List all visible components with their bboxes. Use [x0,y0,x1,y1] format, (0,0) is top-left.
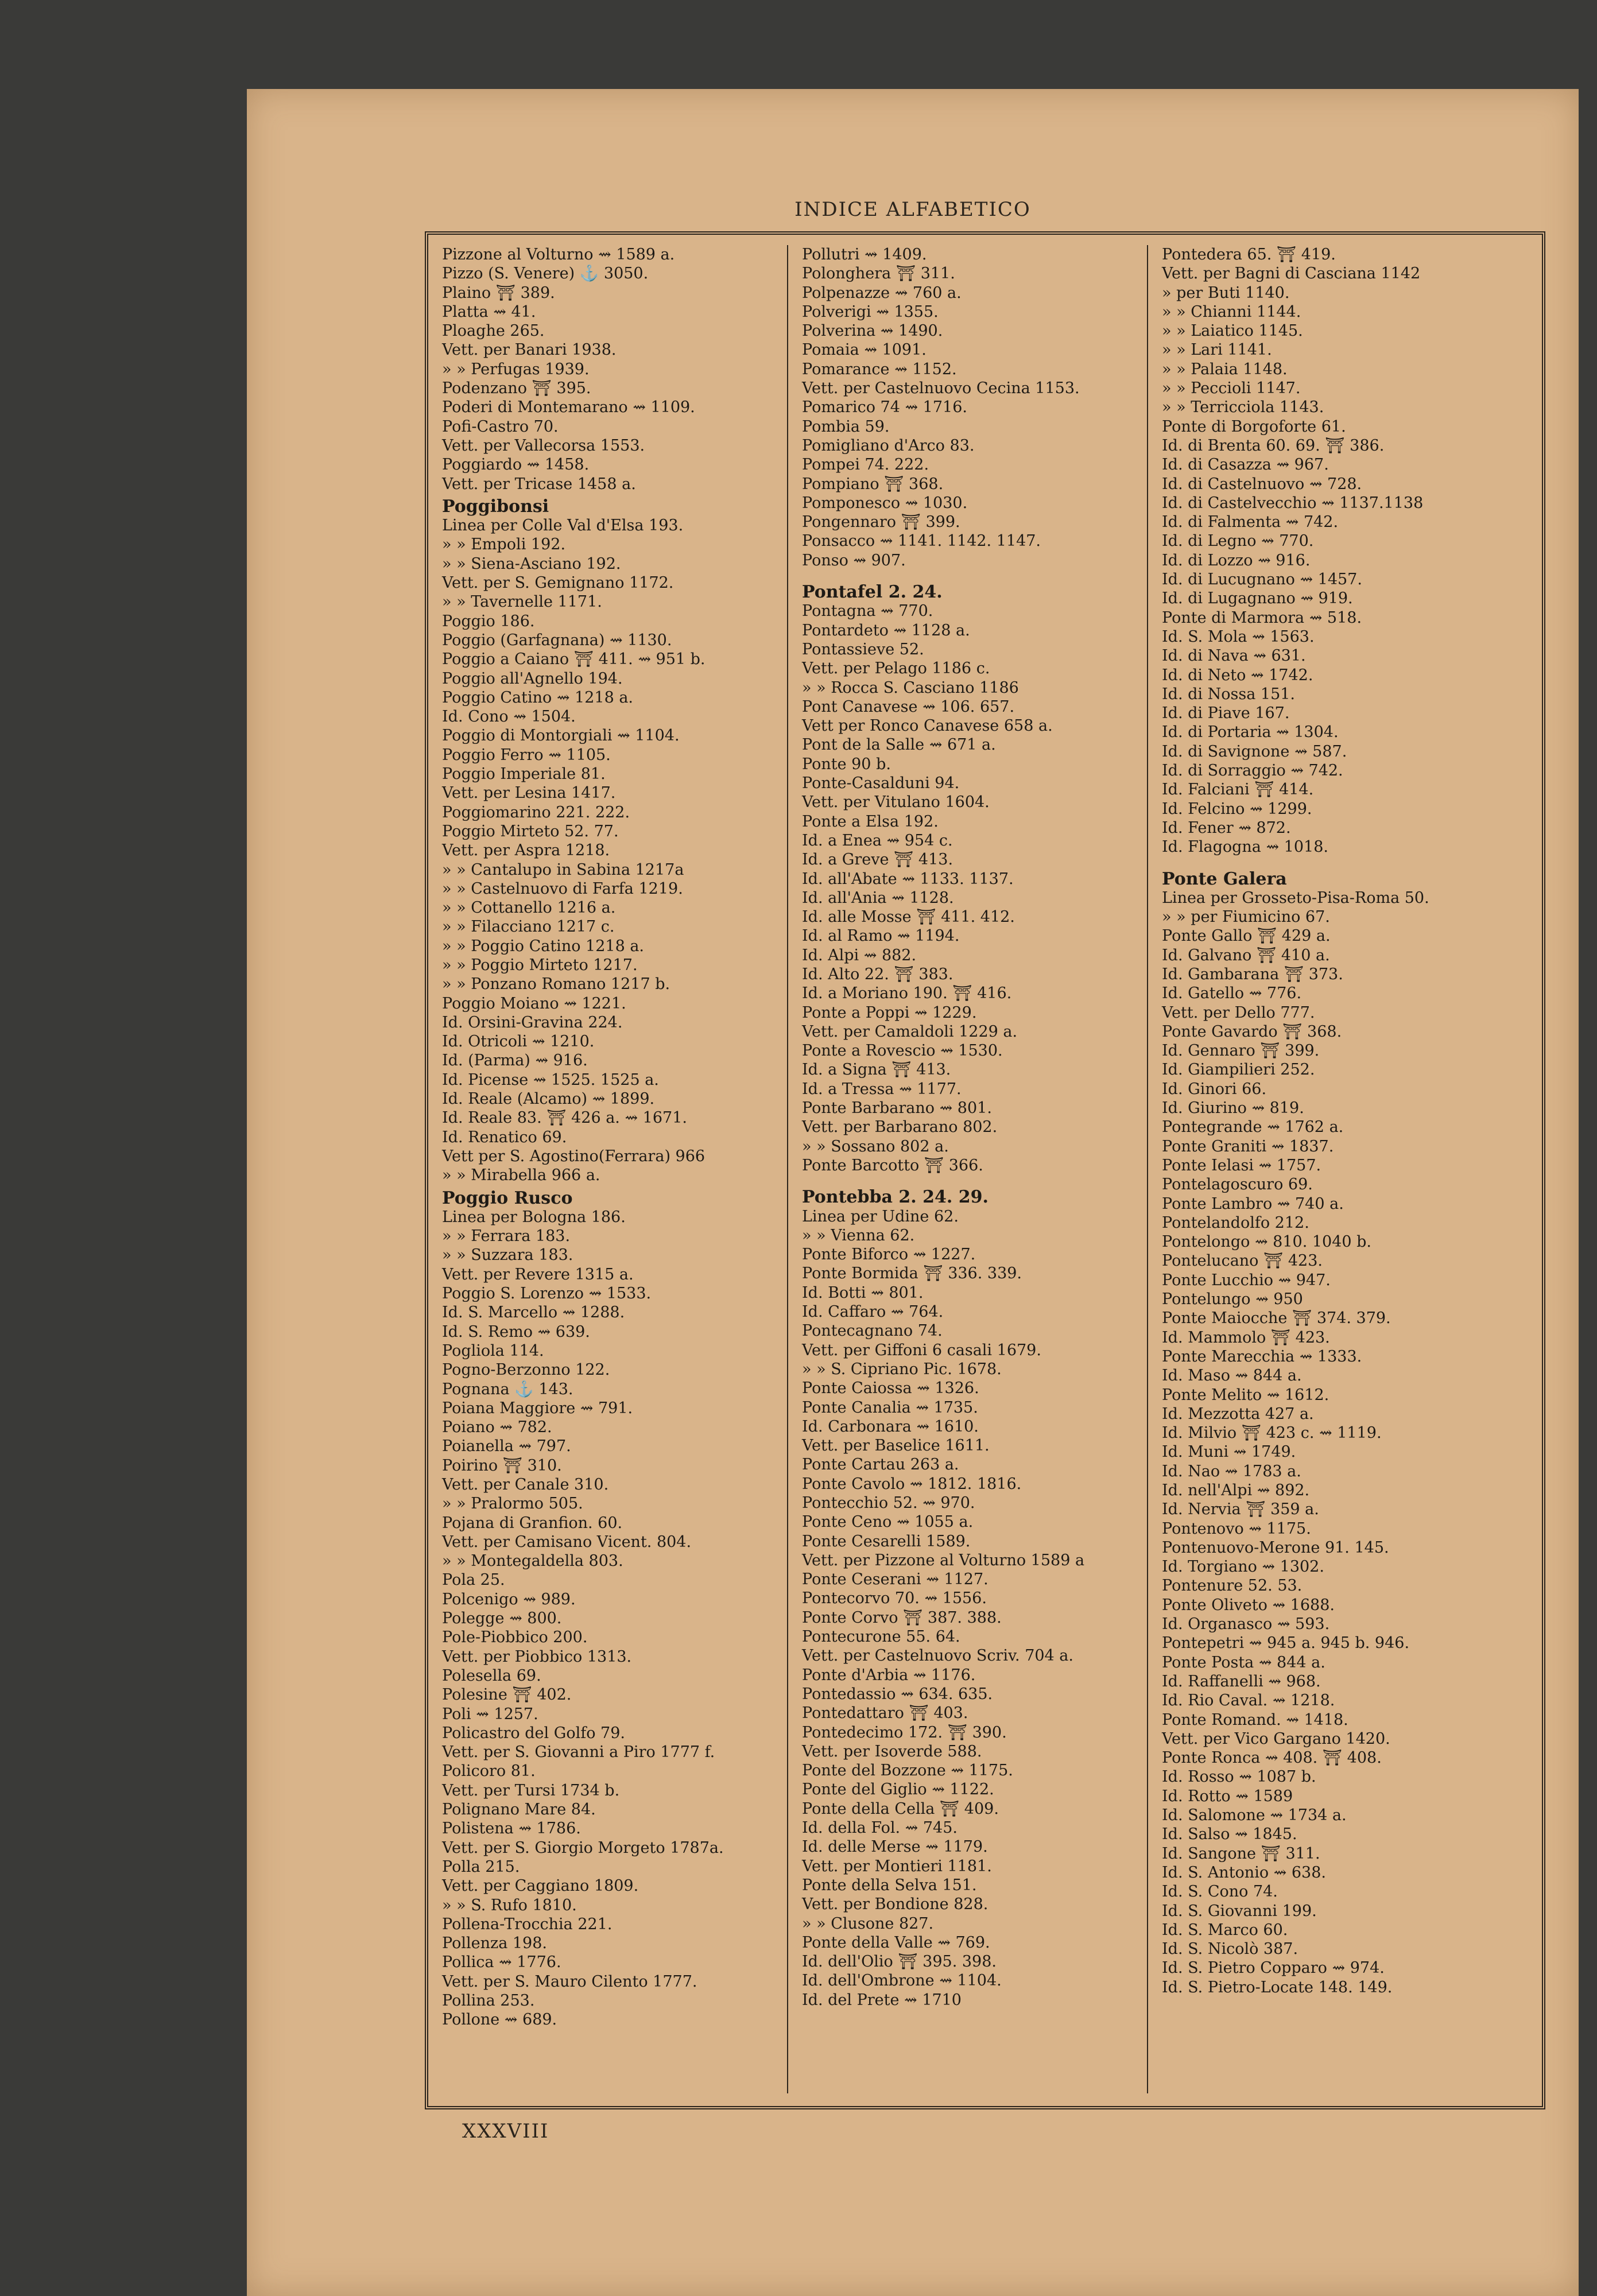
index-entry: Ponte a Poppi ⇝ 1229. [802,1003,977,1022]
index-entry: Polla 215. [442,1857,520,1876]
index-entry: Id. Cono ⇝ 1504. [442,708,576,726]
index-entry: » » Pralormo 505. [442,1495,583,1513]
index-entry: » » Terricciola 1143. [1162,398,1324,417]
index-entry: Polcenigo ⇝ 989. [442,1590,576,1608]
index-entry: Ponte Gavardo ⛩ 368. [1162,1022,1342,1041]
index-entry: Ponte Cesarelli 1589. [802,1532,971,1550]
index-entry: Poggiardo ⇝ 1458. [442,456,590,474]
index-entry: Pontassieve 52. [802,640,924,658]
index-entry: Pogliola 114. [442,1341,544,1360]
index-entry: Pontelandolfo 212. [1162,1213,1309,1232]
index-entry: Id. della Fol. ⇝ 745. [802,1819,958,1837]
index-entry: Pongennaro ⛩ 399. [802,513,960,532]
index-entry: Poli ⇝ 1257. [442,1705,538,1723]
index-entry: Polegge ⇝ 800. [442,1609,562,1628]
index-entry: Pontepetri ⇝ 945 a. 945 b. 946. [1162,1634,1410,1653]
index-entry: Id. Fener ⇝ 872. [1162,819,1291,837]
index-entry: Ponte Lucchio ⇝ 947. [1162,1271,1331,1289]
index-entry: Pomponesco ⇝ 1030. [802,494,968,512]
index-entry: Vett. per Montieri 1181. [802,1857,992,1875]
index-entry: Vett. per Piobbico 1313. [442,1647,632,1666]
index-entry: Pontegrande ⇝ 1762 a. [1162,1118,1344,1137]
index-entry: Id. Felcino ⇝ 1299. [1162,800,1312,818]
index-entry: Vett. per Tricase 1458 a. [442,475,636,493]
index-entry: » » Empoli 192. [442,536,566,554]
index-entry: Id. di Sorraggio ⇝ 742. [1162,762,1343,780]
index-entry: Ponte del Bozzone ⇝ 1175. [802,1762,1013,1780]
index-entry: Pofi-Castro 70. [442,417,559,436]
index-entry: Id. dell'Olio ⛩ 395. 398. [802,1953,997,1971]
index-entry: » » per Fiumicino 67. [1162,908,1330,926]
index-entry: Id. a Greve ⛩ 413. [802,851,953,869]
index-entry: Vett. per Canale 310. [442,1476,609,1494]
index-entry: Id. S. Cono 74. [1162,1883,1278,1901]
column-2 [787,245,1147,2093]
index-entry: Ponte Ceserani ⇝ 1127. [802,1570,989,1589]
index-entry: Ponso ⇝ 907. [802,551,906,569]
index-entry: » per Buti 1140. [1162,284,1290,302]
index-entry: Poggio 186. [442,612,535,630]
index-entry: Poggio S. Lorenzo ⇝ 1533. [442,1285,652,1303]
index-entry: » » Siena-Asciano 192. [442,554,621,573]
index-entry: Vett. per Isoverde 588. [802,1742,982,1760]
index-entry: Ponte Lambro ⇝ 740 a. [1162,1194,1344,1213]
index-entry: Vett. per Barbarano 802. [802,1118,998,1137]
index-entry: Id. Rotto ⇝ 1589 [1162,1787,1293,1805]
index-entry: Pomarico 74 ⇝ 1716. [802,398,967,417]
index-heading: Pontafel 2. 24. [802,582,943,603]
index-entry: Id. Flagogna ⇝ 1018. [1162,838,1328,856]
index-entry: » » Sossano 802 a. [802,1137,949,1155]
index-entry: Id. Reale (Alcamo) ⇝ 1899. [442,1090,655,1108]
index-entry: Id. all'Ania ⇝ 1128. [802,889,954,907]
index-entry: Id. Rio Caval. ⇝ 1218. [1162,1692,1335,1710]
index-entry: Ponte di Borgoforte 61. [1162,417,1346,436]
index-entry: Pontardeto ⇝ 1128 a. [802,621,970,639]
index-entry: Vett. per Tursi 1734 b. [442,1781,620,1799]
index-entry: Pompiano ⛩ 368. [802,475,944,493]
index-entry: Poggio Ferro ⇝ 1105. [442,746,611,764]
index-entry: » » Perfugas 1939. [442,360,590,378]
index-entry: Ponte del Giglio ⇝ 1122. [802,1781,994,1799]
index-entry: Ponte Gallo ⛩ 429 a. [1162,927,1331,945]
page [247,89,1579,2296]
index-entry: Ponte Melito ⇝ 1612. [1162,1386,1329,1404]
index-entry: Ponte Marecchia ⇝ 1333. [1162,1347,1362,1366]
index-entry: Poggio Moiano ⇝ 1221. [442,994,626,1013]
index-entry: Pollina 253. [442,1992,535,2010]
index-entry: Policastro del Golfo 79. [442,1724,625,1742]
index-entry: Poggiomarino 221. 222. [442,803,630,821]
index-entry: Id. Otricoli ⇝ 1210. [442,1033,595,1051]
index-entry: Id. delle Merse ⇝ 1179. [802,1838,988,1856]
index-entry: Platta ⇝ 41. [442,302,536,321]
index-entry: Vett. per S. Giovanni a Piro 1777 f. [442,1743,715,1762]
index-entry: Id. di Brenta 60. 69. ⛩ 386. [1162,436,1385,455]
index-entry: Id. Gennaro ⛩ 399. [1162,1042,1320,1060]
index-entry: Pont de la Salle ⇝ 671 a. [802,736,996,754]
page-number: XXXVIII [462,2120,549,2143]
index-frame [425,231,1545,2109]
index-entry: Ponte 90 b. [802,755,891,773]
index-heading: Poggio Rusco [442,1188,573,1208]
index-entry: Ponte Bormida ⛩ 336. 339. [802,1265,1022,1283]
index-entry: Pontecchio 52. ⇝ 970. [802,1494,975,1512]
index-entry: Pontedecimo 172. ⛩ 390. [802,1723,1007,1742]
index-entry: Pontelongo ⇝ 810. 1040 b. [1162,1233,1372,1251]
index-entry: Ponte Graniti ⇝ 1837. [1162,1137,1334,1155]
index-entry: Vett. per Giffoni 6 casali 1679. [802,1341,1041,1359]
index-entry: » » S. Rufo 1810. [442,1896,577,1914]
index-entry: Vett. per Castelnuovo Scriv. 704 a. [802,1647,1073,1665]
index-entry: Id. di Casazza ⇝ 967. [1162,456,1329,474]
index-entry: Vett per Ronco Canavese 658 a. [802,717,1053,735]
index-entry: Pizzone al Volturno ⇝ 1589 a. [442,246,675,263]
index-entry: Vett. per Bagni di Casciana 1142 [1162,265,1421,283]
index-entry: Polesine ⛩ 402. [442,1686,572,1704]
index-entry: Pizzo (S. Venere) ⚓ 3050. [442,265,649,283]
index-entry: Id. a Signa ⛩ 413. [802,1061,951,1079]
index-entry: Id. S. Remo ⇝ 639. [442,1322,590,1341]
index-entry: Vett. per Baselice 1611. [802,1437,990,1455]
index-entry: Polesella 69. [442,1666,541,1685]
index-entry: Pontecurone 55. 64. [802,1628,960,1646]
index-entry: Id. S. Mola ⇝ 1563. [1162,627,1315,646]
index-entry: Polonghera ⛩ 311. [802,265,955,283]
index-entry: Id. Organasco ⇝ 593. [1162,1615,1330,1634]
index-entry: Id. Maso ⇝ 844 a. [1162,1367,1302,1385]
index-entry: » » Palaia 1148. [1162,360,1288,378]
index-entry: Linea per Colle Val d'Elsa 193. [442,517,684,535]
index-entry: Vett. per Pelago 1186 c. [802,660,990,678]
index-entry: Vett. per Camaldoli 1229 a. [802,1022,1018,1041]
index-entry: Pombia 59. [802,417,890,436]
index-entry: Ponte Barcotto ⛩ 366. [802,1156,983,1174]
index-entry: Ponte Corvo ⛩ 387. 388. [802,1608,1002,1627]
index-entry: Ploaghe 265. [442,322,545,340]
index-entry: Pomaia ⇝ 1091. [802,341,927,359]
index-entry: Poggio Imperiale 81. [442,765,606,784]
index-entry: Id. Renatico 69. [442,1128,567,1146]
index-entry: » » Lari 1141. [1162,341,1272,359]
index-entry: Linea per Udine 62. [802,1207,959,1225]
index-entry: Id. S. Antonio ⇝ 638. [1162,1863,1326,1882]
index-entry: Polistena ⇝ 1786. [442,1820,581,1838]
index-entry: » » Castelnuovo di Farfa 1219. [442,879,683,898]
index-entry: Id. di Legno ⇝ 770. [1162,532,1314,550]
index-entry: Pomigliano d'Arco 83. [802,436,975,455]
index-entry: Polverina ⇝ 1490. [802,322,943,340]
index-entry: Ponte Oliveto ⇝ 1688. [1162,1596,1335,1614]
index-entry: Poggio di Montorgiali ⇝ 1104. [442,727,680,745]
index-entry: » » Vienna 62. [802,1226,915,1244]
index-entry: Vett per S. Agostino(Ferrara) 966 [442,1147,706,1165]
index-entry: Poggio (Garfagnana) ⇝ 1130. [442,631,672,649]
index-entry: Podenzano ⛩ 395. [442,379,591,398]
index-entry: Id. Nervia ⛩ 359 a. [1162,1500,1319,1519]
index-entry: Pontagna ⇝ 770. [802,602,933,620]
index-entry: » » Laiatico 1145. [1162,322,1303,340]
index-entry: Id. dell'Ombrone ⇝ 1104. [802,1972,1002,1990]
index-entry: » » Chianni 1144. [1162,302,1301,321]
index-entry: Ponte Biforco ⇝ 1227. [802,1246,976,1264]
index-entry: Ponte Posta ⇝ 844 a. [1162,1653,1325,1671]
index-entry: Vett. per Vitulano 1604. [802,793,990,812]
index-entry: » » Ponzano Romano 1217 b. [442,975,670,994]
index-entry: Pontelucano ⛩ 423. [1162,1252,1323,1270]
index-entry: Policoro 81. [442,1762,536,1781]
index-entry: Pontelungo ⇝ 950 [1162,1290,1303,1309]
index-entry: » » Montegaldella 803. [442,1552,623,1570]
index-entry: Pollutri ⇝ 1409. [802,246,927,263]
index-entry: Poiana Maggiore ⇝ 791. [442,1399,633,1417]
index-entry: Id. di Castelnuovo ⇝ 728. [1162,475,1362,493]
index-entry: Id. di Portaria ⇝ 1304. [1162,723,1339,742]
index-entry: Id. all'Abate ⇝ 1133. 1137. [802,870,1014,888]
index-entry: Id. Ginori 66. [1162,1080,1267,1098]
index-heading: Ponte Galera [1162,868,1287,889]
index-entry: Id. di Nava ⇝ 631. [1162,647,1306,665]
index-entry: Id. Rosso ⇝ 1087 b. [1162,1768,1316,1786]
index-entry: Polpenazze ⇝ 760 a. [802,284,962,302]
index-entry: Id. Sangone ⛩ 311. [1162,1844,1320,1863]
index-entry: Id. Caffaro ⇝ 764. [802,1303,944,1321]
index-entry: Id. di Castelvecchio ⇝ 1137.1138 [1162,494,1424,512]
index-entry: Vett. per Dello 777. [1162,1003,1315,1022]
index-entry: Ponte Cartau 263 a. [802,1456,959,1474]
index-entry: Id. a Moriano 190. ⛩ 416. [802,984,1012,1003]
index-entry: Vett. per Camisano Vicent. 804. [442,1533,692,1551]
index-entry: Id. di Falmenta ⇝ 742. [1162,513,1339,532]
index-entry: Pollone ⇝ 689. [442,2011,557,2029]
index-entry: Pontenure 52. 53. [1162,1577,1303,1595]
index-entry: » » Rocca S. Casciano 1186 [802,678,1019,697]
index-entry: Id. di Nossa 151. [1162,685,1296,703]
index-entry: Ponte Barbarano ⇝ 801. [802,1099,992,1118]
index-entry: Vett. per Vallecorsa 1553. [442,436,645,455]
index-entry: Polignano Mare 84. [442,1801,596,1819]
index-entry: Linea per Bologna 186. [442,1208,626,1226]
index-entry: Pollena-Trocchia 221. [442,1915,613,1933]
index-entry: Id. S. Pietro Copparo ⇝ 974. [1162,1959,1385,1977]
index-entry: Pogno-Berzonno 122. [442,1361,610,1379]
index-entry: » » Clusone 827. [802,1914,934,1933]
index-entry: Id. nell'Alpi ⇝ 892. [1162,1481,1310,1499]
index-entry: Pont Canavese ⇝ 106. 657. [802,697,1015,716]
index-entry: Ponte d'Arbia ⇝ 1176. [802,1666,976,1684]
index-entry: Id. S. Nicolò 387. [1162,1940,1298,1958]
index-entry: Pola 25. [442,1571,505,1589]
index-entry: Ponte Maiocche ⛩ 374. 379. [1162,1309,1391,1328]
index-entry: Poirino ⛩ 310. [442,1456,562,1475]
index-entry: Id. di Neto ⇝ 1742. [1162,666,1313,684]
index-entry: Id. Nao ⇝ 1783 a. [1162,1462,1301,1480]
index-entry: Ponsacco ⇝ 1141. 1142. 1147. [802,532,1041,550]
index-heading: Poggibonsi [442,496,549,517]
index-entry: Id. Alto 22. ⛩ 383. [802,965,953,983]
index-entry: Ponte Canalia ⇝ 1735. [802,1398,978,1417]
index-entry: » » Poggio Catino 1218 a. [442,937,645,955]
index-entry: Poiano ⇝ 782. [442,1418,552,1437]
index-entry: Poderi di Montemarano ⇝ 1109. [442,398,695,417]
index-entry: Id. S. Marco 60. [1162,1921,1288,1939]
index-entry: Id. Gatello ⇝ 776. [1162,984,1302,1003]
index-entry: Vett. per Revere 1315 a. [442,1265,634,1283]
index-entry: Vett. per Lesina 1417. [442,784,616,802]
index-entry: Vett. per S. Giorgio Morgeto 1787a. [442,1839,724,1857]
index-entry: Pontenovo ⇝ 1175. [1162,1519,1311,1538]
index-entry: Id. Mammolo ⛩ 423. [1162,1328,1330,1347]
index-entry: Vett. per S. Gemignano 1172. [442,574,674,592]
index-entry: » » S. Cipriano Pic. 1678. [802,1360,1002,1378]
index-entry: Ponte a Rovescio ⇝ 1530. [802,1042,1003,1060]
index-entry: Pognana ⚓ 143. [442,1380,573,1398]
index-entry: Id. Giampilieri 252. [1162,1061,1315,1079]
index-entry: Pompei 74. 222. [802,456,929,474]
index-entry: » » Cantalupo in Sabina 1217a [442,860,684,879]
index-entry: Ponte Ceno ⇝ 1055 a. [802,1513,974,1531]
index-entry: Id. del Prete ⇝ 1710 [802,1991,962,2009]
index-entry: Id. S. Marcello ⇝ 1288. [442,1304,625,1322]
index-entry: Ponte di Marmora ⇝ 518. [1162,608,1362,627]
index-entry: Id. S. Pietro-Locate 148. 149. [1162,1978,1393,1996]
index-entry: Pontedattaro ⛩ 403. [802,1704,968,1723]
index-entry: Id. Gambarana ⛩ 373. [1162,965,1343,983]
index-heading: Pontebba 2. 24. 29. [802,1187,989,1208]
index-entry: Id. Mezzotta 427 a. [1162,1405,1314,1423]
index-entry: » » Poggio Mirteto 1217. [442,956,638,974]
page-header: INDICE ALFABETICO [794,198,1031,221]
index-entry: Vett. per Banari 1938. [442,341,617,359]
index-entry: » » Ferrara 183. [442,1227,571,1246]
index-entry: Poggio all'Agnello 194. [442,669,623,688]
index-entry: Id. di Piave 167. [1162,704,1290,723]
index-entry: Ponte-Casalduni 94. [802,774,960,793]
index-entry: Vett. per Castelnuovo Cecina 1153. [802,379,1080,398]
index-entry: » » Cottanello 1216 a. [442,899,616,917]
index-entry: Id. a Tressa ⇝ 1177. [802,1080,962,1098]
index-entry: Pomarance ⇝ 1152. [802,360,957,378]
index-entry: Vett. per S. Mauro Cilento 1777. [442,1972,697,1991]
index-entry: Pollenza 198. [442,1934,547,1953]
index-entry: Id. al Ramo ⇝ 1194. [802,927,960,945]
index-entry: Vett. per Pizzone al Volturno 1589 a [802,1551,1085,1569]
index-entry: Id. Milvio ⛩ 423 c. ⇝ 1119. [1162,1424,1382,1442]
index-entry: Pontedera 65. ⛩ 419. [1162,246,1336,263]
index-entry: » » Peccioli 1147. [1162,379,1301,398]
index-entry: » » Suzzara 183. [442,1246,573,1265]
index-entry: Id. di Savignone ⇝ 587. [1162,742,1347,761]
index-entry: Id. Galvano ⛩ 410 a. [1162,946,1330,964]
index-entry: Pontecagnano 74. [802,1322,943,1340]
index-entry: Id. di Lucugnano ⇝ 1457. [1162,571,1362,589]
index-entry: Id. Reale 83. ⛩ 426 a. ⇝ 1671. [442,1109,687,1127]
index-entry: Id. Giurino ⇝ 819. [1162,1099,1304,1118]
index-entry: Vett. per Caggiano 1809. [442,1877,639,1895]
index-entry: Id. Alpi ⇝ 882. [802,946,917,964]
index-entry: Id. Torgiano ⇝ 1302. [1162,1558,1324,1576]
index-entry: Id. di Lugagnano ⇝ 919. [1162,589,1353,608]
index-entry: Plaino ⛩ 389. [442,284,555,302]
index-entry: Poggio Mirteto 52. 77. [442,822,619,840]
index-entry: Id. alle Mosse ⛩ 411. 412. [802,908,1015,926]
index-entry: Id. Picense ⇝ 1525. 1525 a. [442,1071,659,1089]
index-entry: Ponte della Valle ⇝ 769. [802,1933,990,1952]
index-entry: Id. Orsini-Gravina 224. [442,1013,623,1031]
index-entry: Pontedassio ⇝ 634. 635. [802,1685,993,1703]
index-entry: Ponte Cavolo ⇝ 1812. 1816. [802,1475,1022,1493]
index-entry: Vett. per Vico Gargano 1420. [1162,1729,1390,1748]
index-entry: » » Tavernelle 1171. [442,593,602,611]
index-entry: Ponte Ielasi ⇝ 1757. [1162,1156,1321,1174]
index-entry: Pollica ⇝ 1776. [442,1953,561,1972]
index-entry: Ponte della Cella ⛩ 409. [802,1799,999,1818]
column-3 [1147,245,1542,2093]
index-entry: Pojana di Granfion. 60. [442,1514,623,1532]
index-entry: Id. Raffanelli ⇝ 968. [1162,1672,1321,1690]
index-entry: Ponte Caiossa ⇝ 1326. [802,1379,979,1398]
index-entry: Vett. per Bondione 828. [802,1895,989,1914]
index-entry: Id. di Lozzo ⇝ 916. [1162,551,1311,569]
index-entry: Pontenuovo-Merone 91. 145. [1162,1538,1389,1557]
index-entry: Poggio Catino ⇝ 1218 a. [442,688,634,707]
index-entry: Id. a Enea ⇝ 954 c. [802,831,953,850]
index-entry: Pontelagoscuro 69. [1162,1176,1313,1194]
index-entry: Pole-Piobbico 200. [442,1628,588,1647]
index-entry: Ponte della Selva 151. [802,1876,977,1894]
index-entry: Id. (Parma) ⇝ 916. [442,1052,588,1070]
index-entry: Vett. per Aspra 1218. [442,841,610,860]
index-entry: Id. Salomone ⇝ 1734 a. [1162,1806,1347,1825]
index-entry: Id. Salso ⇝ 1845. [1162,1825,1297,1844]
index-entry: Linea per Grosseto-Pisa-Roma 50. [1162,889,1429,907]
index-entry: Id. Carbonara ⇝ 1610. [802,1417,979,1436]
index-entry: Poggio a Caiano ⛩ 411. ⇝ 951 b. [442,650,706,669]
index-entry: Id. Muni ⇝ 1749. [1162,1443,1296,1461]
index-entry: Id. Botti ⇝ 801. [802,1283,924,1302]
index-entry: Ponte a Elsa 192. [802,812,939,831]
index-entry: Poianella ⇝ 797. [442,1437,571,1456]
index-entry: Id. Falciani ⛩ 414. [1162,781,1314,799]
index-entry: Ponte Romand. ⇝ 1418. [1162,1711,1348,1729]
index-entry: Pontecorvo 70. ⇝ 1556. [802,1589,987,1608]
index-entry: Ponte Ronca ⇝ 408. ⛩ 408. [1162,1749,1382,1767]
index-entry: Id. S. Giovanni 199. [1162,1902,1317,1920]
index-entry: » » Mirabella 966 a. [442,1166,600,1185]
index-entry: Polverigi ⇝ 1355. [802,302,939,321]
column-1 [428,245,787,2093]
index-entry: » » Filacciano 1217 c. [442,918,615,936]
